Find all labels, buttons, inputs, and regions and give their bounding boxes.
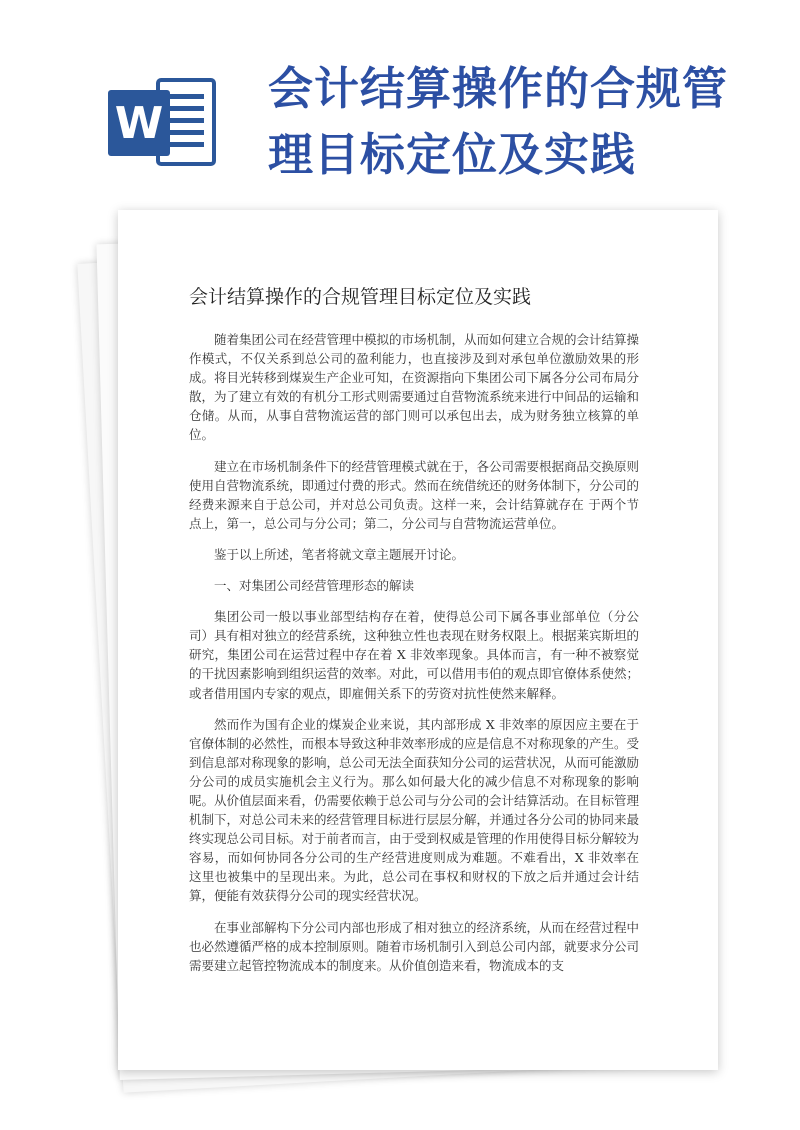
word-icon-letter: W bbox=[114, 98, 164, 149]
document-paragraph: 随着集团公司在经营管理中模拟的市场机制，从而如何建立合规的会计结算操作模式，不仅关系到总公司的盈利能力，也直接涉及到对承包单位激励效果的形成。将目光转移到煤炭生产企业可知，在资源指向下集团公司下属各分公司布局分散，为了建立有效的有机分工形式则需要通过自营物流系统来进行中间品的运输和仓储。从而，从事自营物流运营的部门则可以承包出去，成为财务独立核算的单位。 bbox=[189, 332, 640, 443]
document-paragraph: 鉴于以上所述，笔者将就文章主题展开讨论。 bbox=[214, 546, 465, 562]
page-heading-line-1: 会计结算操作的合规管 bbox=[268, 62, 729, 115]
page-heading-line-2: 理目标定位及实践 bbox=[268, 128, 637, 181]
document-paragraph: 在事业部解构下分公司内部也形成了相对独立的经济系统，从而在经营过程中也必然遵循严格的成本控制原则。随着市场机制引入到总公司内部，就要求分公司需要建立起管控物流成本的制度来。从价值创造来看，物流成本的支 bbox=[189, 919, 640, 973]
document-paragraph: 集团公司一般以事业部型结构存在着，使得总公司下属各事业部单位（分公司）具有相对独立的经营系统，这种独立性也表现在财务权限上。根据莱宾斯坦的研究，集团公司在运营过程中存在着 X 非效率现象。具体而言，有一种不被察觉的干扰因素影响到组织运营的效率。对此，可以借用韦伯的观点即官僚体系使然；或者借用国内专家的观点，即雇佣关系下的劳资对抗性使然来解释。 bbox=[189, 609, 640, 701]
document-paragraph: 建立在市场机制条件下的经营管理模式就在于，各公司需要根据商品交换原则使用自营物流系统，即通过付费的形式。然而在统借统还的财务体制下，分公司的经费来源来自于总公司，并对总公司负责。这样一来，会计结算就存在 于两个节点上，第一，总公司与分公司；第二，分公司与自营物流运营单位。 bbox=[189, 458, 640, 531]
page-heading bbox=[268, 56, 788, 188]
word-document-icon bbox=[108, 72, 216, 172]
section-heading: 一、对集团公司经营管理形态的解读 bbox=[214, 578, 415, 594]
document-body bbox=[189, 330, 639, 975]
document-paragraph: 然而作为国有企业的煤炭企业来说，其内部形成 X 非效率的原因应主要在于官僚体制的必然性，而根本导致这种非效率形成的应是信息不对称现象的产生。受到信息部对称现象的影响，总公司无法全面获知分公司的运营状况，从而可能激励分公司的成员实施机会主义行为。那么如何最大化的减少信息不对称现象的影响呢。从价值层面来看，仍需要依赖于总公司与分公司的会计结算活动。在目标管理机制下，对总公司未来的经营管理目标进行层层分解，并通过各分公司的协同来最终实现总公司目标。对于前者而言，由于受到权威是管理的作用使得目标分解较为容易，而如何协同各分公司的生产经营进度则成为难题。不难看出，X 非效率在这里也被集中的呈现出来。为此，总公司在事权和财权的下放之后并通过会计结算，便能有效获得分公司的现实经营状况。 bbox=[189, 716, 640, 904]
document-title: 会计结算操作的合规管理目标定位及实践 bbox=[189, 286, 532, 308]
